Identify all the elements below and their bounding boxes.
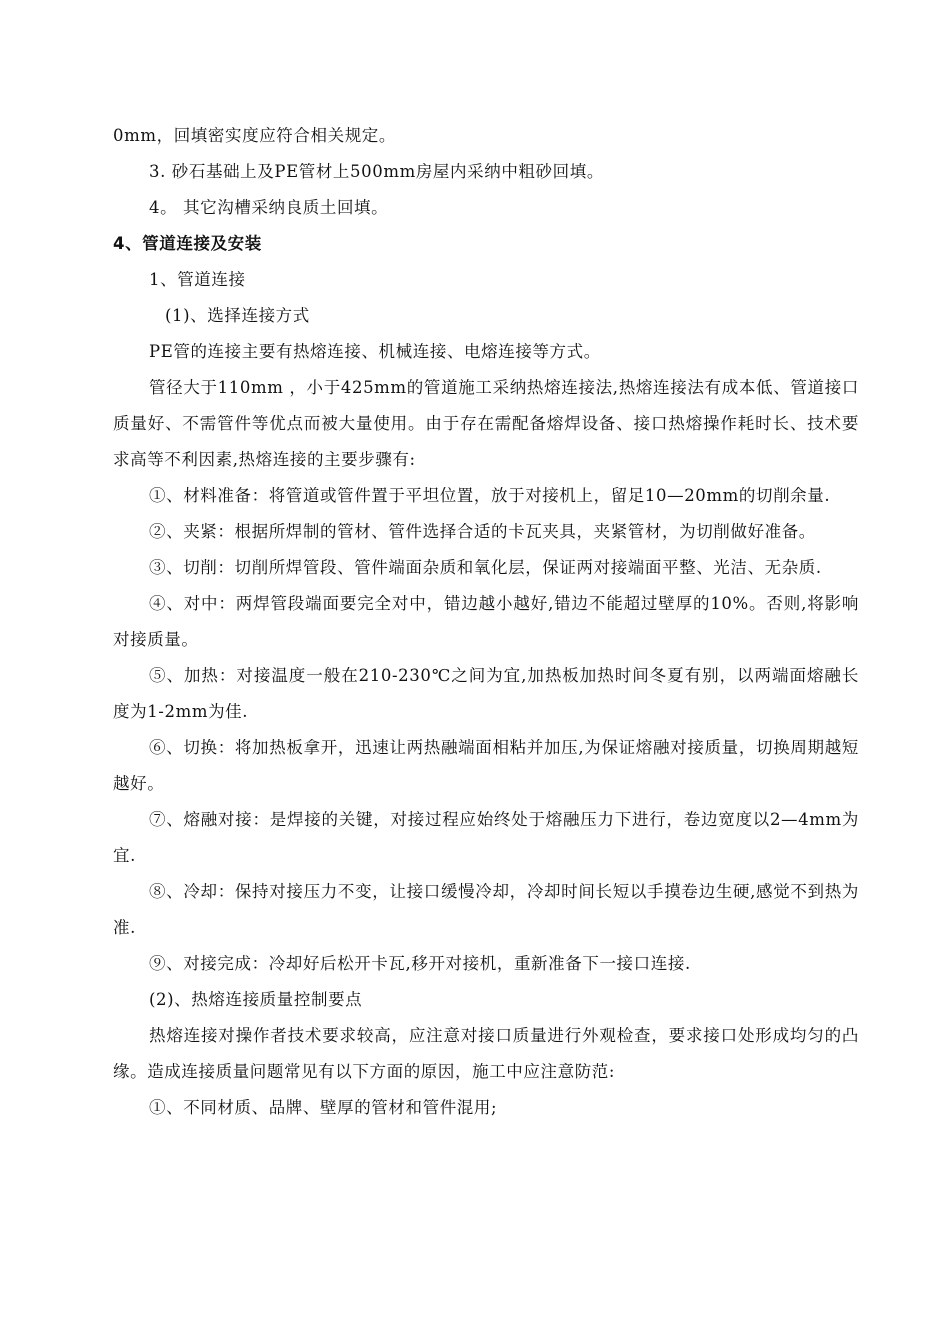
step-heating: ⑤、加热：对接温度一般在210-230℃之间为宜,加热板加热时间冬夏有别，以两端面熔融长度为1-2mm为佳.: [113, 666, 859, 721]
paragraph-quality-inspection: 热熔连接对操作者技术要求较高，应注意对接口质量进行外观检查，要求接口处形成均匀的凸缘。造成连接质量问题常见有以下方面的原因，施工中应注意防范:: [113, 1026, 859, 1081]
paragraph-gravel-backfill: 3. 砂石基础上及PE管材上500mm房屋内采纳中粗砂回填。: [149, 162, 604, 181]
paragraph-backfill-density: 0mm，回填密实度应符合相关规定。: [113, 126, 396, 145]
cause-mixed-materials: ①、不同材质、品牌、壁厚的管材和管件混用;: [149, 1098, 498, 1117]
step-cooling: ⑧、冷却：保持对接压力不变，让接口缓慢冷却，冷却时间长短以手摸卷边生硬,感觉不到热为准.: [113, 882, 859, 937]
paragraph-pe-connection-types: PE管的连接主要有热熔连接、机械连接、电熔连接等方式。: [149, 342, 601, 361]
section-heading-pipe-connection: 4、管道连接及安装: [113, 234, 262, 253]
step-fusion-joining: ⑦、熔融对接：是焊接的关键，对接过程应始终处于熔融压力下进行，卷边宽度以2—4mm为宜.: [113, 810, 859, 865]
paragraph-hot-melt-method: 管径大于110mm ，小于425mm的管道施工采纳热熔连接法,热熔连接法有成本低、管道接口质量好、不需管件等优点而被大量使用。由于存在需配备熔焊设备、接口热熔操作耗时长、技术要求高等不利因素,热熔连接的主要步骤有:: [113, 378, 859, 469]
paragraph-other-trench-backfill: 4。 其它沟槽采纳良质土回填。: [149, 198, 389, 217]
step-alignment: ④、对中：两焊管段端面要完全对中，错边越小越好,错边不能超过壁厚的10%。否则,将影响对接质量。: [113, 594, 859, 649]
subheading-pipe-connection: 1、管道连接: [149, 270, 246, 289]
document-page: [113, 118, 859, 1126]
step-cutting: ③、切削：切削所焊管段、管件端面杂质和氧化层，保证两对接端面平整、光洁、无杂质.: [149, 558, 822, 577]
subheading-quality-control: (2)、热熔连接质量控制要点: [149, 990, 363, 1009]
subheading-connection-method: (1)、选择连接方式: [165, 306, 310, 325]
step-clamping: ②、夹紧：根据所焊制的管材、管件选择合适的卡瓦夹具，夹紧管材，为切削做好准备。: [149, 522, 816, 541]
step-material-prep: ①、材料准备：将管道或管件置于平坦位置，放于对接机上，留足10—20mm的切削余量.: [149, 486, 831, 505]
step-completion: ⑨、对接完成：冷却好后松开卡瓦,移开对接机，重新准备下一接口连接.: [149, 954, 691, 973]
step-switching: ⑥、切换：将加热板拿开，迅速让两热融端面相粘并加压,为保证熔融对接质量，切换周期越短越好。: [113, 738, 859, 793]
